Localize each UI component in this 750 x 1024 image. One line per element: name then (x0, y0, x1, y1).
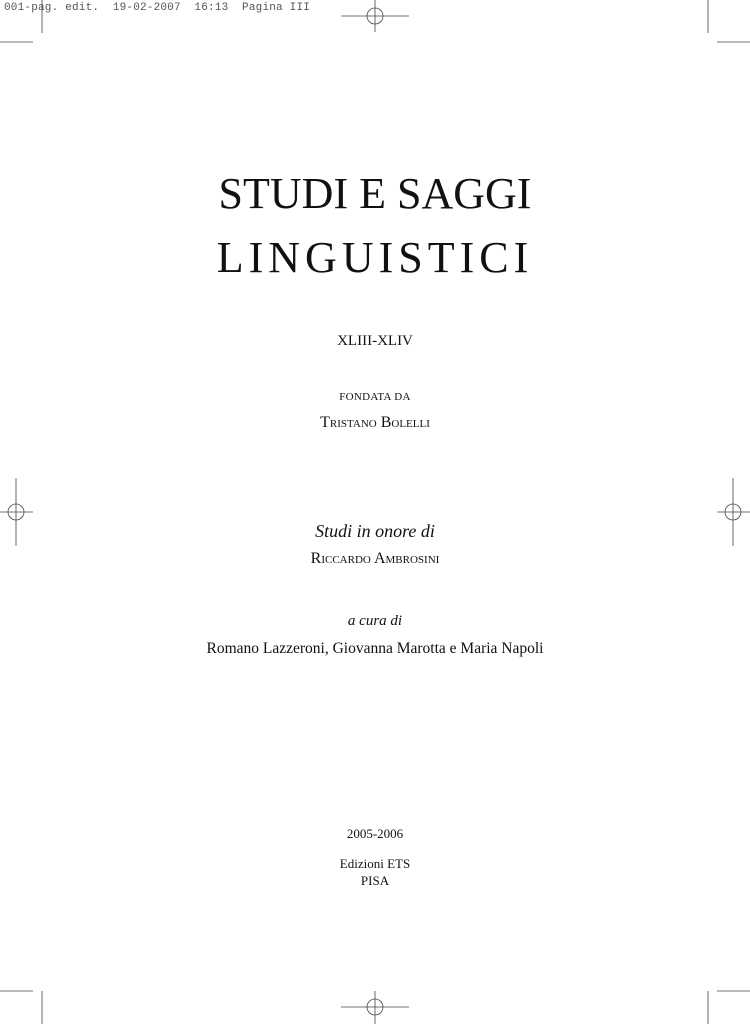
volume-number: XLIII-XLIV (337, 333, 413, 349)
series-title-line-2: LINGUISTICI (216, 233, 534, 282)
publisher-city: PISA (360, 873, 390, 888)
registration-mark-top (341, 0, 409, 32)
founded-by-label: FONDATA DA (339, 391, 411, 403)
series-title-line-1: STUDI E SAGGI (218, 169, 532, 218)
print-slug: 001-pag. edit. 19-02-2007 16:13 Pagina III (4, 2, 311, 14)
founder-name: Tristano Bolelli (320, 414, 430, 431)
publication-years: 2005-2006 (346, 826, 404, 841)
registration-mark-bottom (341, 991, 409, 1024)
edited-by-label: a cura di (347, 613, 403, 629)
honor-label: Studi in onore di (315, 521, 435, 541)
honoree-name: Riccardo Ambrosini (310, 550, 440, 567)
publisher-name: Edizioni ETS (339, 856, 411, 871)
editors-names: Romano Lazzeroni, Giovanna Marotta e Maria Napoli (206, 640, 544, 657)
